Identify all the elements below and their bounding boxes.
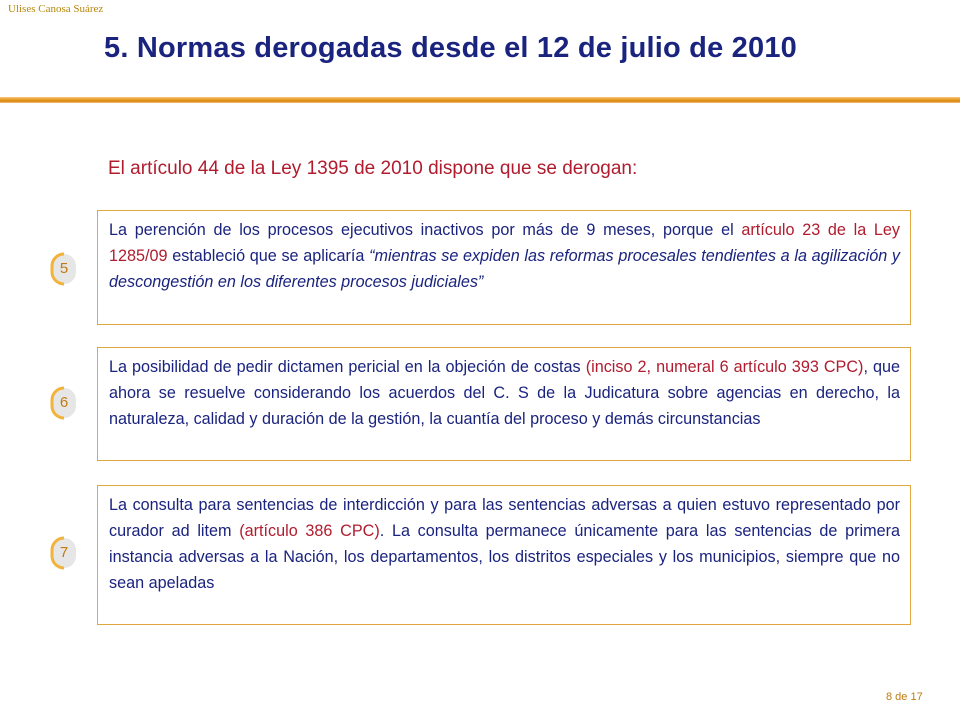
item-text-citation: (inciso 2, numeral 6 artículo 393 CPC) — [585, 358, 864, 376]
item-number: 6 — [59, 394, 69, 411]
slide-title: 5. Normas derogadas desde el 12 de julio de 2010 — [104, 32, 797, 64]
item-text-citation: (artículo 386 CPC) — [239, 522, 380, 540]
item-text-segment: La perención de los procesos ejecutivos inactivos por más de 9 meses, porque el — [109, 221, 742, 239]
repealed-item-6 — [97, 347, 911, 461]
item-text-segment: La posibilidad de pedir dictamen pericial en la objeción de costas — [109, 358, 586, 376]
item-text-segment: La consulta para sentencias de interdicción y para las sentencias adversas a quien estuvo representado por curador ad litem — [109, 496, 900, 540]
item-number-badge — [50, 252, 78, 286]
title-divider — [0, 97, 960, 103]
item-text-segment: . La consulta permanece únicamente para las sentencias de primera instancia adversas a la Nación, los departamentos, los distritos especiales y los municipios, siempre que no sean apeladas — [109, 522, 901, 592]
item-number: 7 — [59, 544, 69, 561]
item-number-badge — [50, 536, 78, 570]
item-text-quote: “mientras se expiden las reformas procesales tendientes a la agilización y descongestión en los diferentes procesos judiciales” — [109, 247, 901, 291]
item-number-badge — [50, 386, 78, 420]
repealed-item-7 — [97, 485, 911, 625]
repealed-item-5 — [97, 210, 911, 325]
item-number: 5 — [59, 260, 69, 277]
author-name: Ulises Canosa Suárez — [8, 3, 104, 15]
item-text-segment: , que ahora se resuelve considerando los acuerdos del C. S de la Judicatura sobre agencias en derecho, la naturaleza, calidad y duración de la gestión, la cuantía del proceso y demás circunstancias — [109, 358, 900, 428]
page-indicator: 8 de 17 — [886, 691, 923, 703]
intro-text: El artículo 44 de la Ley 1395 de 2010 dispone que se derogan: — [108, 158, 638, 179]
item-text-segment: estableció que se aplicaría — [167, 247, 370, 265]
item-text-citation: artículo 23 de la Ley 1285/09 — [109, 221, 900, 265]
